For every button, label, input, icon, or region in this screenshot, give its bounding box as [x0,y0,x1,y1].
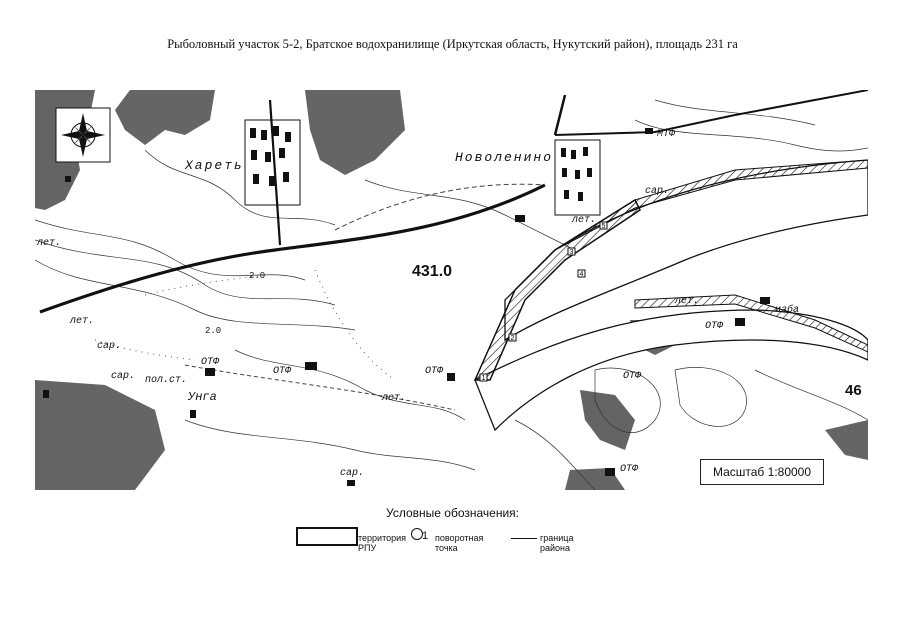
label-sar-3: сар. [111,371,136,382]
label-let-5: лет. [675,296,700,307]
label-otf-1: ОТФ [201,357,220,368]
label-novolenino: Новоленино [455,150,554,165]
label-sar-1: сар. [645,186,670,197]
legend-turn-point-label: поворотная точка [435,533,484,553]
label-otf-6: ОТФ [620,464,639,475]
paths [95,270,395,380]
svg-text:4: 4 [579,271,584,278]
roads [40,90,868,410]
label-unga: Унга [188,390,217,404]
label-otf-2: ОТФ [273,366,292,377]
compass-rose-icon [56,108,110,162]
district-border-line-icon [511,538,537,539]
legend-point-number: 1 [422,530,429,542]
label-otf-5: ОТФ [623,371,642,382]
label-izba: изба [775,305,800,316]
terrain-shading [35,90,868,490]
turn-point-1 [480,374,487,382]
label-sar-2: сар. [97,341,122,352]
svg-text:3: 3 [569,249,574,256]
map-title: Рыболовный участок 5-2, Братское водохранилище (Иркутская область, Нукутский район), площадь 231 га [167,37,738,51]
legend-title: Условные обозначения: [386,506,519,520]
legend-district-border-label: граница района [540,533,574,553]
legend-territory-label: территория РПУ [358,533,406,553]
label-contour-2: 2.0 [205,326,222,336]
svg-text:2: 2 [510,335,515,342]
topographic-map [35,90,868,490]
label-mtf: МТФ [657,129,676,140]
label-let-2: лет. [37,238,62,249]
territory-swatch [296,527,358,546]
turn-point-4 [578,270,585,278]
map-scale: Масштаб 1:80000 [700,459,824,485]
label-let-1: лет. [572,215,597,226]
label-kharet: Хареть [185,158,244,173]
svg-text:5: 5 [601,223,606,230]
svg-text:1: 1 [481,375,486,382]
label-elevation-431: 431.0 [412,263,453,280]
turn-point-3 [568,248,575,256]
label-let-4: лет. [382,393,407,404]
label-elevation-46: 46 [845,382,862,399]
label-sar-4: сар. [340,468,365,479]
turn-point-2 [509,334,516,342]
label-otf-4: ОТФ [705,321,724,332]
label-let-3: лет. [70,316,95,327]
label-otf-3: ОТФ [425,366,444,377]
label-contour-1: 2.0 [249,271,266,281]
turn-point-5 [600,222,607,230]
map-area [35,90,868,490]
label-pol-st: пол.ст. [145,375,188,386]
river [475,160,868,430]
